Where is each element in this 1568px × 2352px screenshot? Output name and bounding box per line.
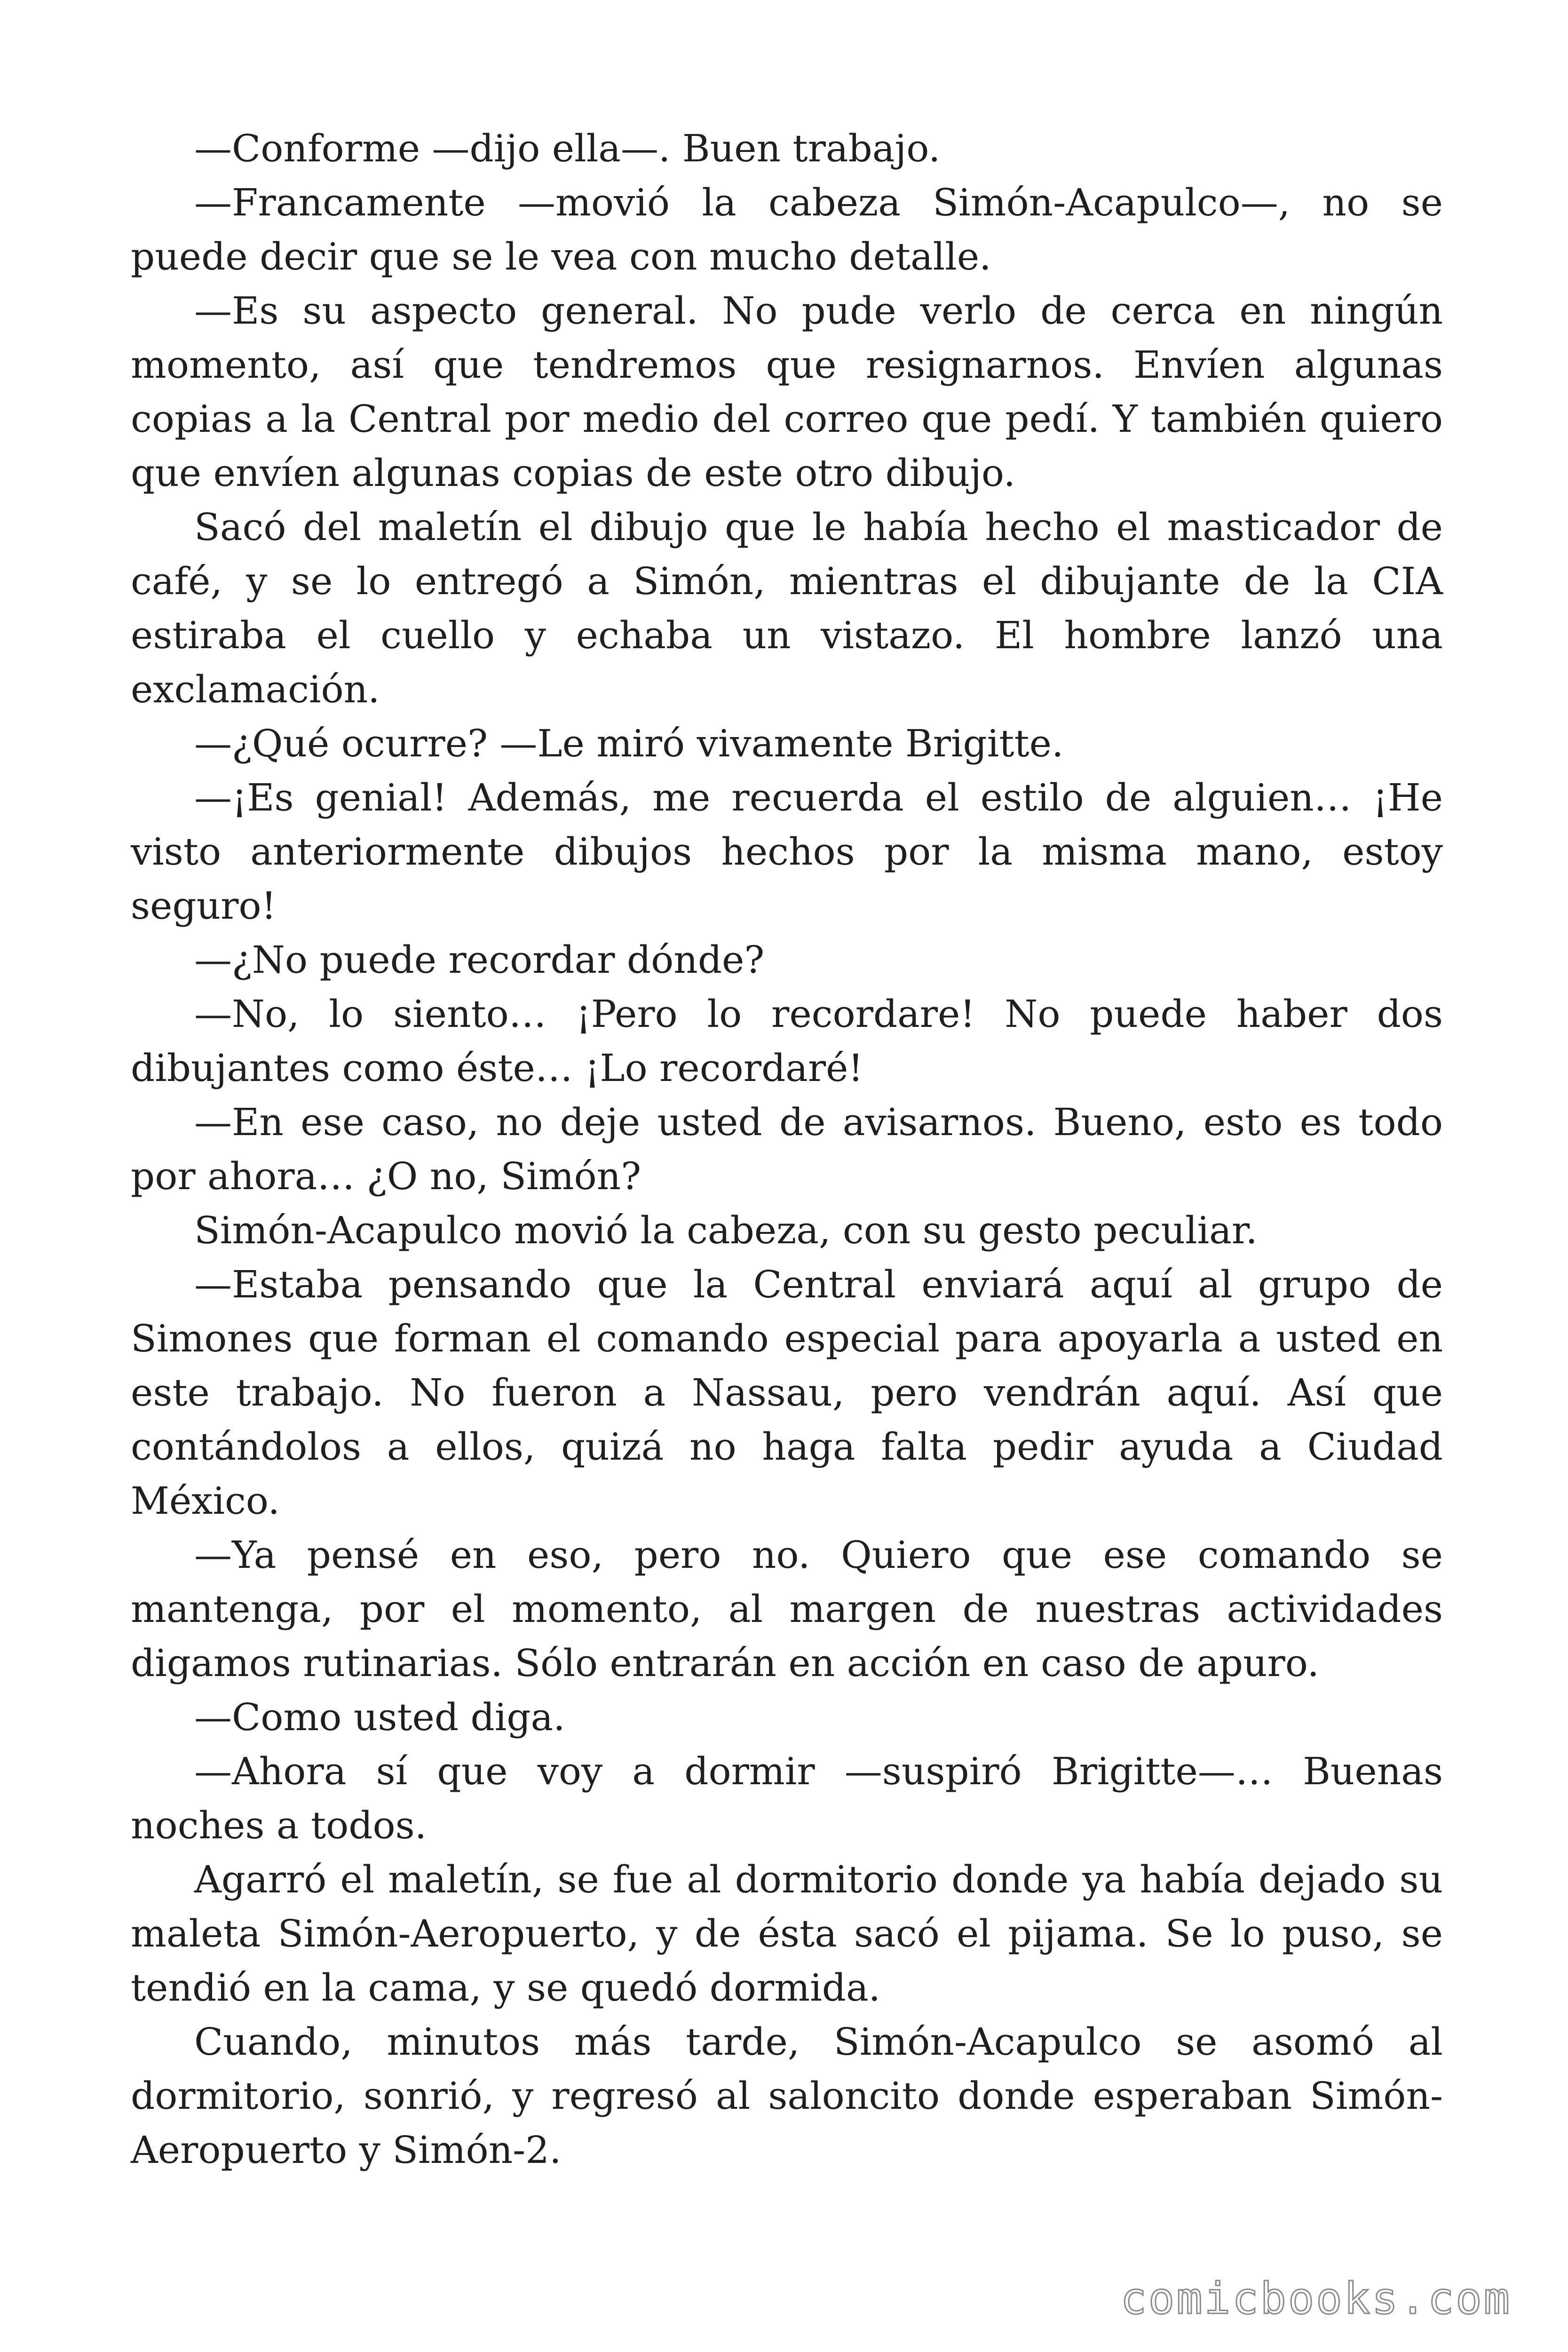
paragraph: —¡Es genial! Además, me recuerda el estilo de alguien… ¡He visto anteriormente dibujos hechos por la misma mano, estoy seguro!: [131, 776, 1443, 928]
paragraph: Cuando, minutos más tarde, Simón-Acapulco se asomó al dormitorio, sonrió, y regresó al saloncito donde esperaban Simón-Aeropuerto y Simón-2.: [131, 2020, 1443, 2172]
paragraph: —Francamente —movió la cabeza Simón-Acapulco—, no se puede decir que se le vea con mucho detalle.: [131, 181, 1443, 278]
page-text: [131, 121, 1443, 2177]
paragraph: —Ahora sí que voy a dormir —suspiró Brigitte—… Buenas noches a todos.: [131, 1749, 1443, 1847]
paragraph: —¿Qué ocurre? —Le miró vivamente Brigitte.: [194, 722, 1064, 765]
paragraph: —Estaba pensando que la Central enviará aquí al grupo de Simones que forman el comando especial para apoyarla a usted en este trabajo. No fueron a Nassau, pero vendrán aquí. Así que contándolos a ellos, quizá no haga falta pedir ayuda a Ciudad México.: [131, 1263, 1443, 1523]
paragraph: —¿No puede recordar dónde?: [194, 938, 765, 982]
paragraph: —Como usted diga.: [194, 1695, 565, 1739]
paragraph: —Es su aspecto general. No pude verlo de cerca en ningún momento, así que tendremos que resignarnos. Envíen algunas copias a la Central por medio del correo que pedí. Y también quiero que envíen algunas copias de este otro dibujo.: [131, 289, 1443, 495]
paragraph: Sacó del maletín el dibujo que le había hecho el masticador de café, y se lo entregó a Simón, mientras el dibujante de la CIA estiraba el cuello y echaba un vistazo. El hombre lanzó una exclamación.: [131, 505, 1443, 711]
paragraph: Agarró el maletín, se fue al dormitorio donde ya había dejado su maleta Simón-Aeropuerto, y de ésta sacó el pijama. Se lo puso, se tendió en la cama, y se quedó dormida.: [131, 1858, 1443, 2010]
paragraph: —Conforme —dijo ella—. Buen trabajo.: [194, 127, 941, 170]
paragraph: Simón-Acapulco movió la cabeza, con su gesto peculiar.: [194, 1208, 1258, 1252]
watermark: comicbooks.com: [1120, 2273, 1512, 2324]
paragraph: —No, lo siento… ¡Pero lo recordare! No puede haber dos dibujantes como éste… ¡Lo recordaré!: [131, 992, 1443, 1090]
paragraph: —Ya pensé en eso, pero no. Quiero que ese comando se mantenga, por el momento, al margen de nuestras actividades digamos rutinarias. Sólo entrarán en acción en caso de apuro.: [131, 1533, 1443, 1685]
paragraph: —En ese caso, no deje usted de avisarnos. Bueno, esto es todo por ahora… ¿O no, Simón?: [131, 1100, 1443, 1198]
